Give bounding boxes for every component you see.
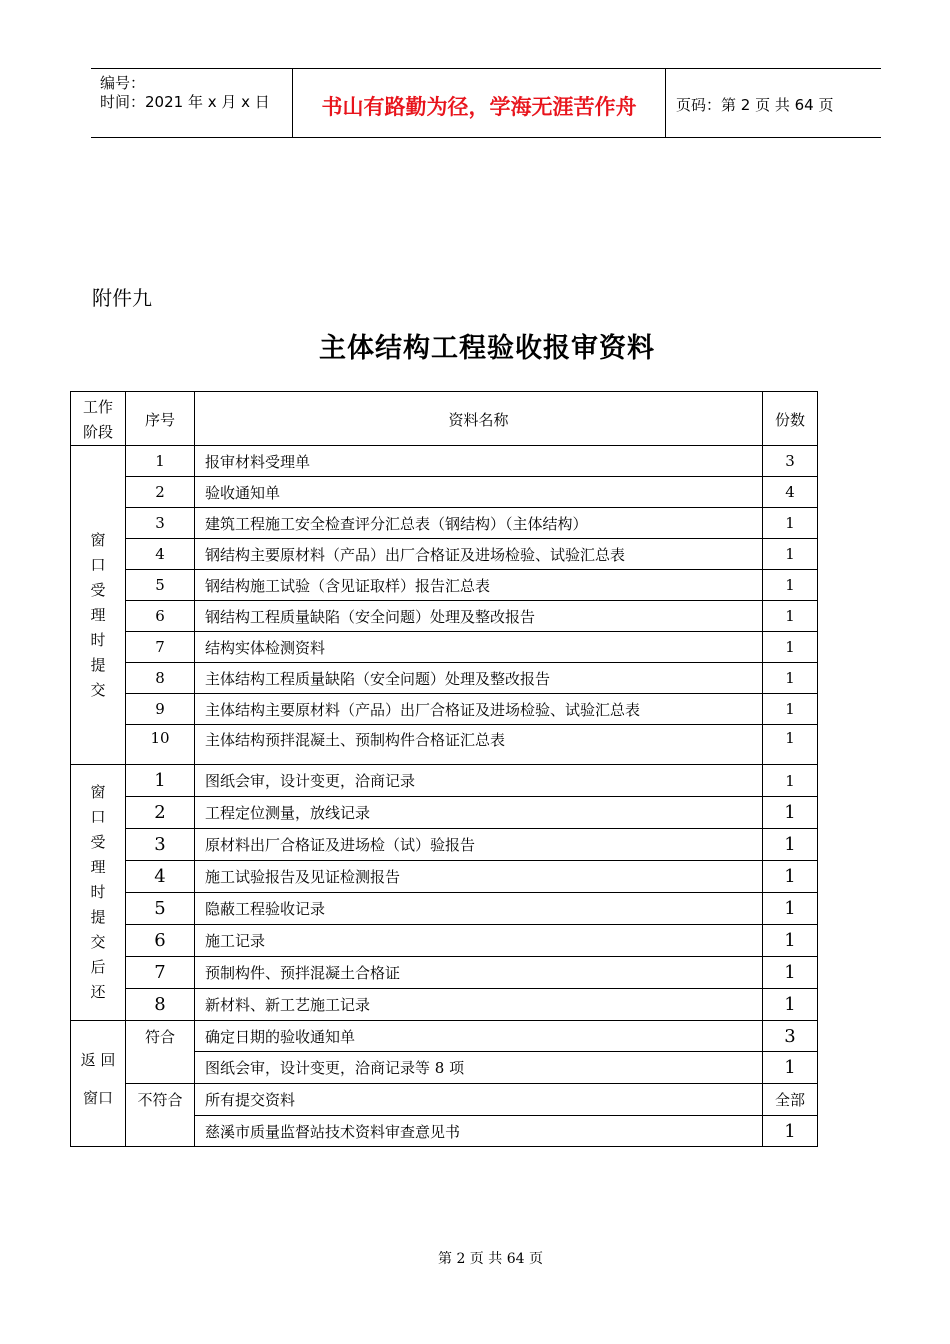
seq-cell: 3 [126, 508, 195, 539]
name-cell: 施工记录 [195, 925, 763, 957]
seq-cell: 9 [126, 694, 195, 725]
attachment-label: 附件九 [92, 286, 152, 310]
count-cell: 3 [763, 1021, 818, 1052]
seq-cell: 8 [126, 663, 195, 694]
stage-cell-submit: 窗口受理时提交 [71, 446, 126, 765]
count-cell: 1 [763, 1052, 818, 1084]
seq-cell: 4 [126, 861, 195, 893]
page-footer: 第 2 页 共 64 页 [438, 1251, 543, 1267]
serial-label: 编号： [100, 74, 146, 92]
count-cell: 1 [763, 797, 818, 829]
header-page-cell [666, 69, 881, 137]
seq-cell: 1 [126, 765, 195, 797]
name-cell: 确定日期的验收通知单 [195, 1021, 763, 1052]
table-row [71, 570, 818, 601]
table-row [71, 797, 818, 829]
header-motto-cell [293, 69, 666, 137]
name-cell: 验收通知单 [195, 477, 763, 508]
count-cell: 1 [763, 989, 818, 1021]
name-cell: 原材料出厂合格证及进场检（试）验报告 [195, 829, 763, 861]
stage-cell-return: 窗口受理时提交后还 [71, 765, 126, 1021]
motto-text: 书山有路勤为径，学海无涯苦作舟 [321, 95, 637, 119]
count-cell: 1 [763, 829, 818, 861]
name-cell: 隐蔽工程验收记录 [195, 893, 763, 925]
seq-cell: 5 [126, 893, 195, 925]
name-cell: 结构实体检测资料 [195, 632, 763, 663]
table-row [71, 632, 818, 663]
table-row [71, 957, 818, 989]
count-cell: 1 [763, 725, 818, 765]
submission-table [70, 391, 818, 1147]
name-cell: 钢结构主要原材料（产品）出厂合格证及进场检验、试验汇总表 [195, 539, 763, 570]
table-row [71, 508, 818, 539]
name-cell: 钢结构工程质量缺陷（安全问题）处理及整改报告 [195, 601, 763, 632]
seq-cell: 2 [126, 477, 195, 508]
stage-return-line1: 返 回 [80, 1051, 116, 1069]
count-cell: 1 [763, 570, 818, 601]
document-title: 主体结构工程验收报审资料 [319, 333, 655, 364]
seq-cell: 6 [126, 601, 195, 632]
table-row [71, 829, 818, 861]
count-cell: 1 [763, 925, 818, 957]
seq-cell: 5 [126, 570, 195, 601]
header-count: 份数 [763, 392, 818, 446]
name-cell: 施工试验报告及见证检测报告 [195, 861, 763, 893]
seq-cell: 7 [126, 957, 195, 989]
count-cell: 4 [763, 477, 818, 508]
table-row [71, 477, 818, 508]
header-stage: 工作阶段 [71, 392, 126, 446]
name-cell: 所有提交资料 [195, 1084, 763, 1116]
count-cell: 1 [763, 957, 818, 989]
page-header [91, 68, 881, 138]
name-cell: 报审材料受理单 [195, 446, 763, 477]
name-cell: 主体结构预拌混凝土、预制构件合格证汇总表 [195, 725, 763, 765]
stage-return-line2: 窗口 [82, 1089, 113, 1107]
count-cell: 1 [763, 1116, 818, 1147]
stage-cell-return-window [71, 1021, 126, 1147]
table-row [71, 446, 818, 477]
name-cell: 钢结构施工试验（含见证取样）报告汇总表 [195, 570, 763, 601]
seq-cell: 1 [126, 446, 195, 477]
name-cell: 工程定位测量，放线记录 [195, 797, 763, 829]
name-cell: 慈溪市质量监督站技术资料审查意见书 [195, 1116, 763, 1147]
table-row [71, 1084, 818, 1116]
table-row [71, 725, 818, 765]
table-row [71, 989, 818, 1021]
table-header-row [71, 392, 818, 446]
count-cell: 1 [763, 893, 818, 925]
table-row [71, 1021, 818, 1052]
count-cell: 1 [763, 601, 818, 632]
header-seq: 序号 [126, 392, 195, 446]
seq-cell: 10 [126, 725, 195, 765]
count-cell: 1 [763, 694, 818, 725]
table-row [71, 601, 818, 632]
header-name: 资料名称 [195, 392, 763, 446]
page-info: 页码：第 2 页 共 64 页 [676, 96, 834, 114]
table-row [71, 893, 818, 925]
count-cell: 1 [763, 861, 818, 893]
fail-label: 不符合 [126, 1084, 195, 1147]
seq-cell: 8 [126, 989, 195, 1021]
header-meta-cell [91, 69, 293, 137]
time-label: 时间：2021 年 x 月 x 日 [100, 93, 270, 111]
table-row [71, 539, 818, 570]
count-cell: 1 [763, 632, 818, 663]
name-cell: 主体结构主要原材料（产品）出厂合格证及进场检验、试验汇总表 [195, 694, 763, 725]
name-cell: 新材料、新工艺施工记录 [195, 989, 763, 1021]
table-row [71, 694, 818, 725]
table-row [71, 765, 818, 797]
name-cell: 图纸会审，设计变更，洽商记录 [195, 765, 763, 797]
name-cell: 图纸会审，设计变更，洽商记录等 8 项 [195, 1052, 763, 1084]
count-cell: 1 [763, 539, 818, 570]
table-row [71, 663, 818, 694]
seq-cell: 7 [126, 632, 195, 663]
pass-label: 符合 [126, 1021, 195, 1084]
count-cell: 1 [763, 765, 818, 797]
table-row [71, 861, 818, 893]
seq-cell: 6 [126, 925, 195, 957]
count-cell: 1 [763, 508, 818, 539]
name-cell: 预制构件、预拌混凝土合格证 [195, 957, 763, 989]
count-cell: 全部 [763, 1084, 818, 1116]
seq-cell: 3 [126, 829, 195, 861]
table-row [71, 925, 818, 957]
seq-cell: 4 [126, 539, 195, 570]
name-cell: 建筑工程施工安全检查评分汇总表（钢结构）（主体结构） [195, 508, 763, 539]
name-cell: 主体结构工程质量缺陷（安全问题）处理及整改报告 [195, 663, 763, 694]
count-cell: 1 [763, 663, 818, 694]
seq-cell: 2 [126, 797, 195, 829]
count-cell: 3 [763, 446, 818, 477]
